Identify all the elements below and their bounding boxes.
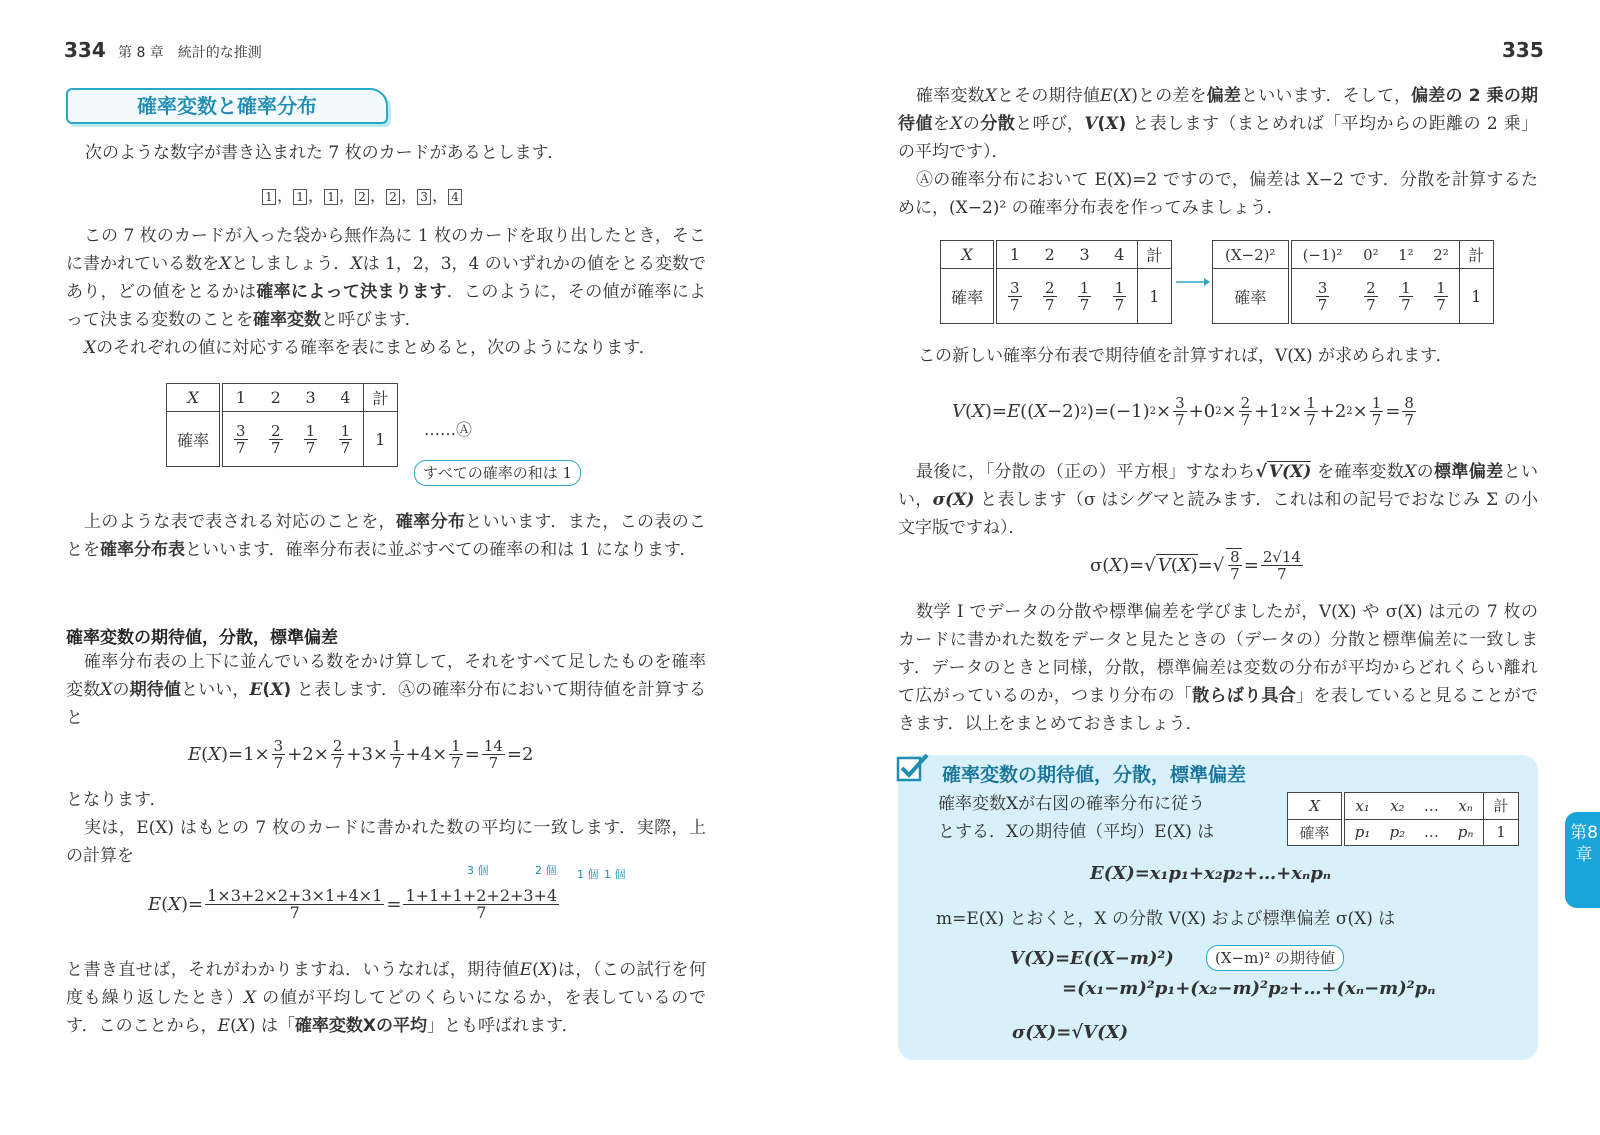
paragraph: 次のような数字が書き込まれた 7 枚のカードがあるとします． bbox=[85, 143, 565, 163]
paragraph: 上のような表で表される対応のことを，確率分布といいます．また，この表のことを確率分布表といいます．確率分布表に並ぶすべての確率の和は 1 になります． bbox=[66, 512, 707, 560]
paragraph: Xのそれぞれの値に対応する確率を表にまとめると，次のようになります． bbox=[84, 338, 656, 358]
paragraph: Ⓐの確率分布において E(X)=2 ですので，偏差は X−2 です．分散を計算するために，(X−2)² の確率分布表を作ってみましょう． bbox=[898, 170, 1538, 218]
left-page-number: 334 bbox=[64, 38, 106, 62]
summary-title: 確率変数の期待値，分散，標準偏差 bbox=[942, 764, 1247, 786]
paragraph: この 7 枚のカードが入った袋から無作為に 1 枚のカードを取り出したとき，そこに書かれている数をXとしましょう．Xは 1，2，3，4 のいずれかの値をとる変数であり，どの値をとるかは確率によって決まります．このように，その値が確率によって決まる変数のことを確率変数と呼びます． bbox=[66, 226, 707, 330]
paragraph: 確率変数Xとその期待値E(X)との差を偏差といいます．そして，偏差の 2 乗の期待値をXの分散と呼び，V(X) と表します（まとめれば「平均からの距離の 2 乗」の平均です）． bbox=[898, 86, 1539, 162]
card: 1 bbox=[324, 189, 338, 205]
summary-table: X x₁ x₂ … xₙ 計 確率 p₁ p₂ … pₙ 1 bbox=[1287, 792, 1519, 846]
paragraph: この新しい確率分布表で期待値を計算すれば，V(X) が求められます． bbox=[918, 346, 1453, 366]
card: 1 bbox=[293, 189, 307, 205]
summary-text: 確率変数Xが右図の確率分布に従う とする．Xの期待値（平均）E(X) は bbox=[938, 794, 1215, 842]
subheading: 確率変数の期待値，分散，標準偏差 bbox=[66, 628, 338, 648]
formula-expected-value: E ( X )=1× $\frac{3}{7}$ +2× $\frac{2}{7}$ +3× $\frac{1}{7}$ +4× $\frac{1}{7}$ = $\frac{14}{7}$ =2 bbox=[188, 737, 534, 772]
arrow-icon bbox=[1176, 276, 1210, 288]
paragraph: 最後に，「分散の（正の）平方根」すなわち√ V(X) を確率変数Xの標準偏差といい，σ(X) と表します（σ はシグマと読みます．これは和の記号でおなじみ Σ の小文字版ですね）． bbox=[898, 462, 1539, 538]
chapter-heading: 第 8 章 統計的な推測 bbox=[118, 45, 262, 61]
formula-variance-general: V(X)=E((X−m)²) bbox=[1010, 948, 1174, 969]
count-annotation: 2 個 bbox=[535, 864, 557, 877]
right-page-number: 335 bbox=[1502, 38, 1544, 62]
card: 2 bbox=[355, 189, 369, 205]
formula-expected-general: E(X)=x₁p₁+x₂p₂+…+xₙpₙ bbox=[1090, 863, 1332, 884]
card-list: 1 ， 1 ， 1 ， 2 ， 2 ， 3 ， 4 bbox=[262, 183, 463, 206]
card: 2 bbox=[386, 189, 400, 205]
probability-table-x: X 1 2 3 4 計 確率 $\frac{3}{7}$ $\frac{2}{7}$ $\frac{1}{7}$ $\frac{1}{7}$ 1 bbox=[940, 240, 1172, 324]
paragraph: 数学 I でデータの分散や標準偏差を学びましたが，V(X) や σ(X) は元の 7 枚のカードに書かれた数をデータと見たときの（データの）分散と標準偏差に一致します．データのときと同様，分散，標準偏差は変数の分布が平均からどれくらい離れて広がっているのか，つまり分布の「散らばり具合」を表していると見ることができます．以上をまとめておきましょう． bbox=[898, 602, 1539, 734]
section-title: 確率変数と確率分布 bbox=[137, 94, 317, 118]
card: 4 bbox=[448, 189, 462, 205]
summary-text: m=E(X) とおくと，X の分散 V(X) および標準偏差 σ(X) は bbox=[936, 909, 1396, 929]
count-annotation: 3 個 bbox=[467, 864, 489, 877]
formula-variance: V ( X )= E (( X −2) 2 )=(−1) 2 × $\frac{3}{7}$ +0 2 × $\frac{2}{7}$ +1 2 × $\frac{1}{7}$ +2 2 × $\frac{1}{7}$ = $\frac{8}{7}$ bbox=[952, 394, 1414, 429]
probability-table-squared: (X−2)² (−1)² 0² 1² 2² 計 確率 $\frac{3}{7}$ $\frac{2}{7}$ $\frac{1}{7}$ $\frac{1}{7}$ 1 bbox=[1212, 240, 1494, 324]
probability-table: X 1 2 3 4 計 確率 $\frac{3}{7}$ $\frac{2}{7}$ $\frac{1}{7}$ $\frac{1}{7}$ 1 bbox=[166, 383, 398, 467]
count-annotation: 1 個 bbox=[577, 868, 599, 881]
card: 1 bbox=[262, 189, 276, 205]
callout-bubble: すべての確率の和は 1 bbox=[414, 460, 581, 486]
checkbox-icon bbox=[896, 752, 930, 782]
paragraph: 実は，E(X) はもとの 7 枚のカードに書かれた数の平均に一致します．実際，上の計算を bbox=[66, 818, 706, 866]
chapter-tab: 第8章 bbox=[1565, 812, 1600, 908]
section-title-box bbox=[66, 88, 388, 124]
formula-variance-expanded: =(x₁−m)²p₁+(x₂−m)²p₂+…+(xₙ−m)²pₙ bbox=[1062, 978, 1436, 999]
formula-std-general: σ(X)=√V(X) bbox=[1012, 1022, 1129, 1043]
formula-average: E ( X )= $\frac{1\times 3+2\times 2+3\times 1+4\times 1}{7}$ = $\frac{1+1+1+2+2+3+4}{7}$ bbox=[148, 886, 558, 922]
paragraph: と書き直せば，それがわかりますね．いうなれば，期待値E(X)は，（この試行を何度も繰り返したとき）X の値が平均してどのくらいになるか，を表しているのです．このことから，E(X) は「確率変数Xの平均」とも呼ばれます． bbox=[66, 960, 707, 1036]
formula-std: σ( X )=√ V(X) =√ $\frac{8}{7}$ = $\frac{2√14}{7}$ bbox=[1090, 547, 1302, 583]
callout-bubble: (X−m)² の期待値 bbox=[1206, 945, 1344, 971]
count-annotation: 1 個 bbox=[604, 868, 626, 881]
paragraph: 確率分布表の上下に並んでいる数をかけ算して，それをすべて足したものを確率変数Xの期待値といい，E(X) と表します．Ⓐの確率分布において期待値を計算すると bbox=[66, 652, 707, 728]
table-marker: ……Ⓐ bbox=[424, 420, 473, 439]
paragraph: となります． bbox=[66, 790, 167, 810]
card: 3 bbox=[417, 189, 431, 205]
